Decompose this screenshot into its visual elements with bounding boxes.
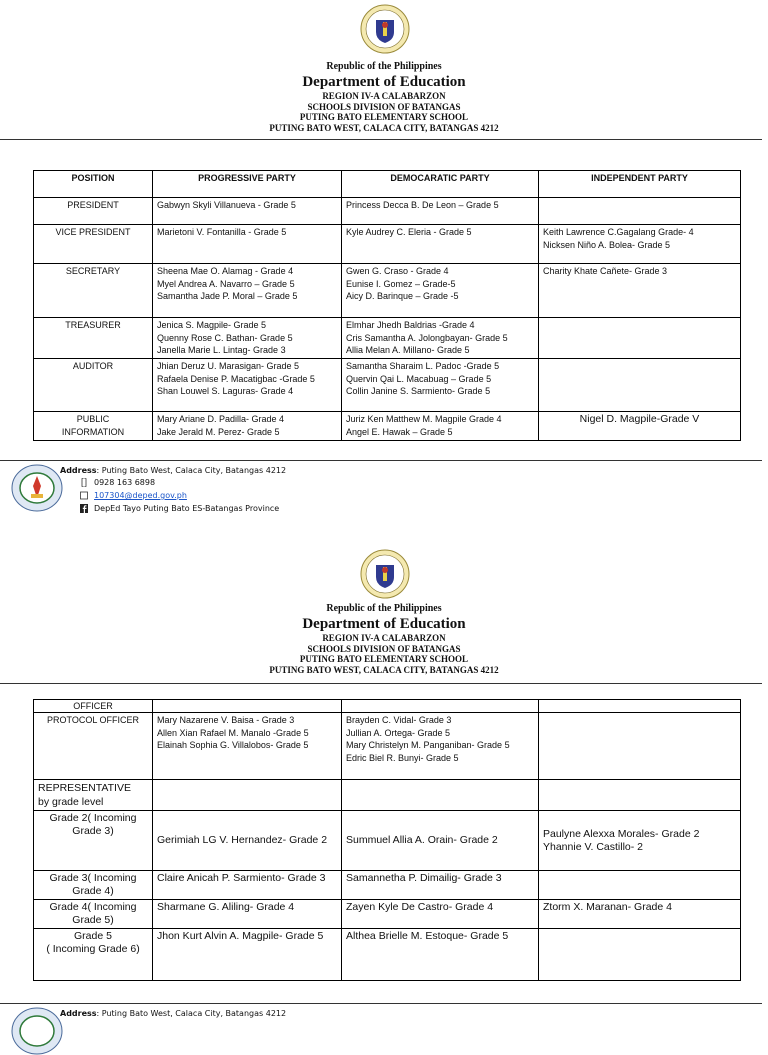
cell-position <box>34 264 153 318</box>
region-text: REGION IV-A CALABARZON <box>322 91 446 101</box>
school-logo-icon <box>11 1007 63 1055</box>
page-2 <box>0 545 768 1024</box>
table-row <box>34 412 741 441</box>
candidate-name: Samantha Sharaim L. Padoc -Grade 5 <box>346 361 500 371</box>
table-row <box>34 198 741 225</box>
cell-democratic <box>342 225 539 264</box>
address-text: : Puting Bato West, Calaca City, Batangas 4212 <box>96 466 287 475</box>
cell-position <box>34 900 153 929</box>
address-label: Address <box>60 466 97 475</box>
candidate-name: Summuel Allia A. Orain- Grade 2 <box>346 834 498 846</box>
header-position: POSITION <box>34 171 153 198</box>
position-label: Grade 4( Incoming <box>49 901 137 913</box>
position-label: PUBLIC <box>76 414 110 424</box>
cell-progressive <box>153 225 342 264</box>
cell-democratic <box>342 264 539 318</box>
footer-address <box>60 466 286 476</box>
table-row <box>34 318 741 359</box>
candidate-name: Myel Andrea A. Navarro – Grade 5 <box>157 278 295 289</box>
cell-position <box>34 225 153 264</box>
position-label: Grade 3( Incoming <box>49 872 137 884</box>
candidate-name: Quenny Rose C. Bathan- Grade 5 <box>157 332 293 343</box>
candidate-name: Claire Anicah P. Sarmiento- Grade 3 <box>157 872 326 884</box>
candidate-name: Shan Louwel S. Laguras- Grade 4 <box>157 386 294 396</box>
candidate-name: Yhannie V. Castillo- 2 <box>543 840 644 853</box>
republic-text: Republic of the Philippines <box>326 61 442 72</box>
candidate-name: Jhian Deruz U. Marasigan- Grade 5 <box>157 361 300 371</box>
candidate-name: Janella Marie L. Lintag- Grade 3 <box>157 345 286 355</box>
phone-icon <box>80 478 88 487</box>
candidate-name: Gwen G. Craso - Grade 4 <box>346 266 449 276</box>
candidate-name: Edric Biel R. Bunyi- Grade 5 <box>346 752 459 763</box>
cell-progressive <box>153 264 342 318</box>
cell-democratic <box>342 900 539 929</box>
cell-progressive <box>153 713 342 780</box>
cell-position <box>34 871 153 900</box>
region-text: REGION IV-A CALABARZON <box>322 633 446 643</box>
cell-progressive <box>153 871 342 900</box>
position-label: Grade 5) <box>72 914 114 926</box>
cell-democratic <box>342 318 539 359</box>
candidate-name: Jhon Kurt Alvin A. Magpile- Grade 5 <box>157 930 324 942</box>
candidate-name: Samannetha P. Dimailig- Grade 3 <box>346 872 502 884</box>
candidates-table-2 <box>33 699 741 981</box>
candidate-name: Samantha Jade P. Moral – Grade 5 <box>157 291 298 301</box>
candidate-name: Allen Xian Rafael M. Manalo -Grade 5 <box>157 727 309 738</box>
candidate-name: Cris Samantha A. Jolongbayan- Grade 5 <box>346 332 508 343</box>
cell-independent <box>539 359 741 412</box>
footer-facebook <box>80 504 279 514</box>
candidate-name: Mary Ariane D. Padilla- Grade 4 <box>157 414 285 424</box>
position-label: AUDITOR <box>72 361 114 371</box>
department-title: Department of Education <box>302 616 466 632</box>
cell-progressive <box>153 929 342 981</box>
cell-progressive <box>153 900 342 929</box>
cell-progressive <box>153 780 342 811</box>
cell-democratic <box>342 929 539 981</box>
school-name: PUTING BATO ELEMENTARY SCHOOL <box>299 654 469 664</box>
table-row <box>34 929 741 981</box>
candidate-name: Charity Khate Cañete- Grade 3 <box>543 266 668 276</box>
header-progressive: PROGRESSIVE PARTY <box>153 171 342 198</box>
school-address: PUTING BATO WEST, CALACA CITY, BATANGAS 4212 <box>269 664 499 675</box>
letterhead <box>0 61 768 133</box>
header-divider <box>0 139 762 140</box>
header-divider <box>0 683 762 684</box>
candidate-name: Zayen Kyle De Castro- Grade 4 <box>346 901 494 913</box>
department-title: Department of Education <box>302 74 466 90</box>
cell-position <box>34 929 153 981</box>
cell-independent <box>539 225 741 264</box>
position-label: TREASURER <box>65 320 121 330</box>
cell-independent <box>539 780 741 811</box>
candidate-name: Brayden C. Vidal- Grade 3 <box>346 715 452 725</box>
table-row <box>34 780 741 811</box>
footer-address <box>60 1009 286 1019</box>
position-label: INFORMATION <box>61 426 125 437</box>
candidate-name: Paulyne Alexxa Morales- Grade 2 <box>543 827 700 840</box>
facebook-icon <box>80 504 88 513</box>
cell-progressive <box>153 412 342 441</box>
candidate-name: Sharmane G. Aliling- Grade 4 <box>157 901 295 913</box>
cell-position <box>34 713 153 780</box>
cell-democratic <box>342 713 539 780</box>
candidate-name: Juriz Ken Matthew M. Magpile Grade 4 <box>346 414 502 424</box>
republic-text: Republic of the Philippines <box>326 603 442 614</box>
cell-position <box>34 700 153 713</box>
candidate-name: Jake Jerald M. Perez- Grade 5 <box>157 426 280 437</box>
table-header-row <box>34 171 741 198</box>
deped-seal-icon <box>360 549 410 599</box>
cell-progressive <box>153 318 342 359</box>
cell-democratic <box>342 871 539 900</box>
cell-progressive <box>153 198 342 225</box>
header-democratic: DEMOCARATIC PARTY <box>342 171 539 198</box>
table-row <box>34 264 741 318</box>
position-label: ( Incoming Grade 6) <box>46 943 140 955</box>
candidate-name: Marietoni V. Fontanilla - Grade 5 <box>157 227 287 237</box>
cell-independent <box>539 929 741 981</box>
candidate-name: Kyle Audrey C. Eleria - Grade 5 <box>346 227 472 237</box>
position-label: Grade 4) <box>72 885 114 897</box>
footer-phone <box>80 478 155 488</box>
letterhead <box>0 603 768 675</box>
division-text: SCHOOLS DIVISION OF BATANGAS <box>307 101 461 112</box>
cell-democratic <box>342 780 539 811</box>
candidates-table-1 <box>33 170 741 441</box>
candidate-name: Aicy D. Barinque – Grade -5 <box>346 291 459 301</box>
position-label: REPRESENTATIVE <box>38 782 131 794</box>
cell-independent <box>539 811 741 871</box>
cell-independent <box>539 900 741 929</box>
candidate-name: Jenica S. Magpile- Grade 5 <box>157 320 267 330</box>
facebook-text: DepEd Tayo Puting Bato ES-Batangas Province <box>94 504 280 513</box>
footer-email <box>80 491 187 501</box>
cell-position <box>34 780 153 811</box>
cell-position <box>34 318 153 359</box>
position-label: PRESIDENT <box>67 200 119 210</box>
deped-seal-icon <box>360 4 410 54</box>
candidate-name: Elmhar Jhedh Baldrias -Grade 4 <box>346 320 475 330</box>
address-text: : Puting Bato West, Calaca City, Batangas 4212 <box>96 1009 287 1018</box>
candidate-name: Quervin Qai L. Macabuag – Grade 5 <box>346 373 492 384</box>
candidate-name: Keith Lawrence C.Gagalang Grade- 4 <box>543 227 694 237</box>
footer-divider <box>0 460 762 461</box>
phone-text: 0928 163 6898 <box>94 478 156 487</box>
cell-progressive <box>153 700 342 713</box>
email-icon <box>80 491 88 500</box>
table-row <box>34 871 741 900</box>
cell-position <box>34 811 153 871</box>
candidate-name: Gabwyn Skyli Villanueva - Grade 5 <box>157 200 296 210</box>
table-row <box>34 700 741 713</box>
candidate-name: Elainah Sophia G. Villalobos- Grade 5 <box>157 740 309 750</box>
position-label: Grade 2( Incoming <box>49 812 137 824</box>
position-label: PROTOCOL OFFICER <box>46 715 139 725</box>
division-text: SCHOOLS DIVISION OF BATANGAS <box>307 643 461 654</box>
candidate-name: Gerimiah LG V. Hernandez- Grade 2 <box>157 834 328 846</box>
cell-independent <box>539 198 741 225</box>
header-independent: INDEPENDENT PARTY <box>539 171 741 198</box>
cell-position <box>34 198 153 225</box>
candidate-name: Princess Decca B. De Leon – Grade 5 <box>346 200 499 210</box>
position-label: Grade 3) <box>72 825 114 837</box>
candidate-name: Nicksen Niño A. Bolea- Grade 5 <box>543 239 671 250</box>
cell-progressive <box>153 359 342 412</box>
position-label: SECRETARY <box>65 266 121 276</box>
cell-independent <box>539 713 741 780</box>
candidate-name: Sheena Mae O. Alamag - Grade 4 <box>157 266 294 276</box>
position-label: OFFICER <box>73 701 113 711</box>
cell-position <box>34 412 153 441</box>
position-label: by grade level <box>38 796 104 808</box>
candidate-name: Nigel D. Magpile-Grade V <box>579 413 700 425</box>
cell-democratic <box>342 198 539 225</box>
cell-democratic <box>342 412 539 441</box>
candidate-name: Ztorm X. Maranan- Grade 4 <box>543 901 672 913</box>
cell-independent <box>539 264 741 318</box>
cell-independent <box>539 700 741 713</box>
footer-divider <box>0 1003 762 1004</box>
table-row <box>34 225 741 264</box>
candidate-name: Collin Janine S. Sarmiento- Grade 5 <box>346 386 491 396</box>
cell-independent <box>539 871 741 900</box>
address-label: Address <box>60 1009 97 1018</box>
cell-position <box>34 359 153 412</box>
candidate-name: Rafaela Denise P. Macatigbac -Grade 5 <box>157 373 315 384</box>
candidate-name: Allia Melan A. Millano- Grade 5 <box>346 345 470 355</box>
table-row <box>34 359 741 412</box>
candidate-name: Eunise I. Gomez – Grade-5 <box>346 278 456 289</box>
table-row <box>34 900 741 929</box>
cell-democratic <box>342 811 539 871</box>
position-label: Grade 5 <box>74 930 112 942</box>
email-link[interactable]: 107304@deped.gov.ph <box>94 491 187 500</box>
school-address: PUTING BATO WEST, CALACA CITY, BATANGAS 4212 <box>269 122 499 133</box>
candidate-name: Jullian A. Ortega- Grade 5 <box>346 727 451 738</box>
cell-progressive <box>153 811 342 871</box>
cell-independent <box>539 412 741 441</box>
position-label: VICE PRESIDENT <box>55 227 131 237</box>
candidate-name: Mary Nazarene V. Baisa - Grade 3 <box>157 715 295 725</box>
cell-democratic <box>342 359 539 412</box>
school-name: PUTING BATO ELEMENTARY SCHOOL <box>299 112 469 122</box>
cell-democratic <box>342 700 539 713</box>
cell-independent <box>539 318 741 359</box>
table-row <box>34 713 741 780</box>
table-row <box>34 811 741 871</box>
candidate-name: Angel E. Hawak – Grade 5 <box>346 426 453 437</box>
school-logo-icon <box>11 464 63 512</box>
candidate-name: Althea Brielle M. Estoque- Grade 5 <box>346 930 509 942</box>
candidate-name: Mary Christelyn M. Panganiban- Grade 5 <box>346 740 510 750</box>
